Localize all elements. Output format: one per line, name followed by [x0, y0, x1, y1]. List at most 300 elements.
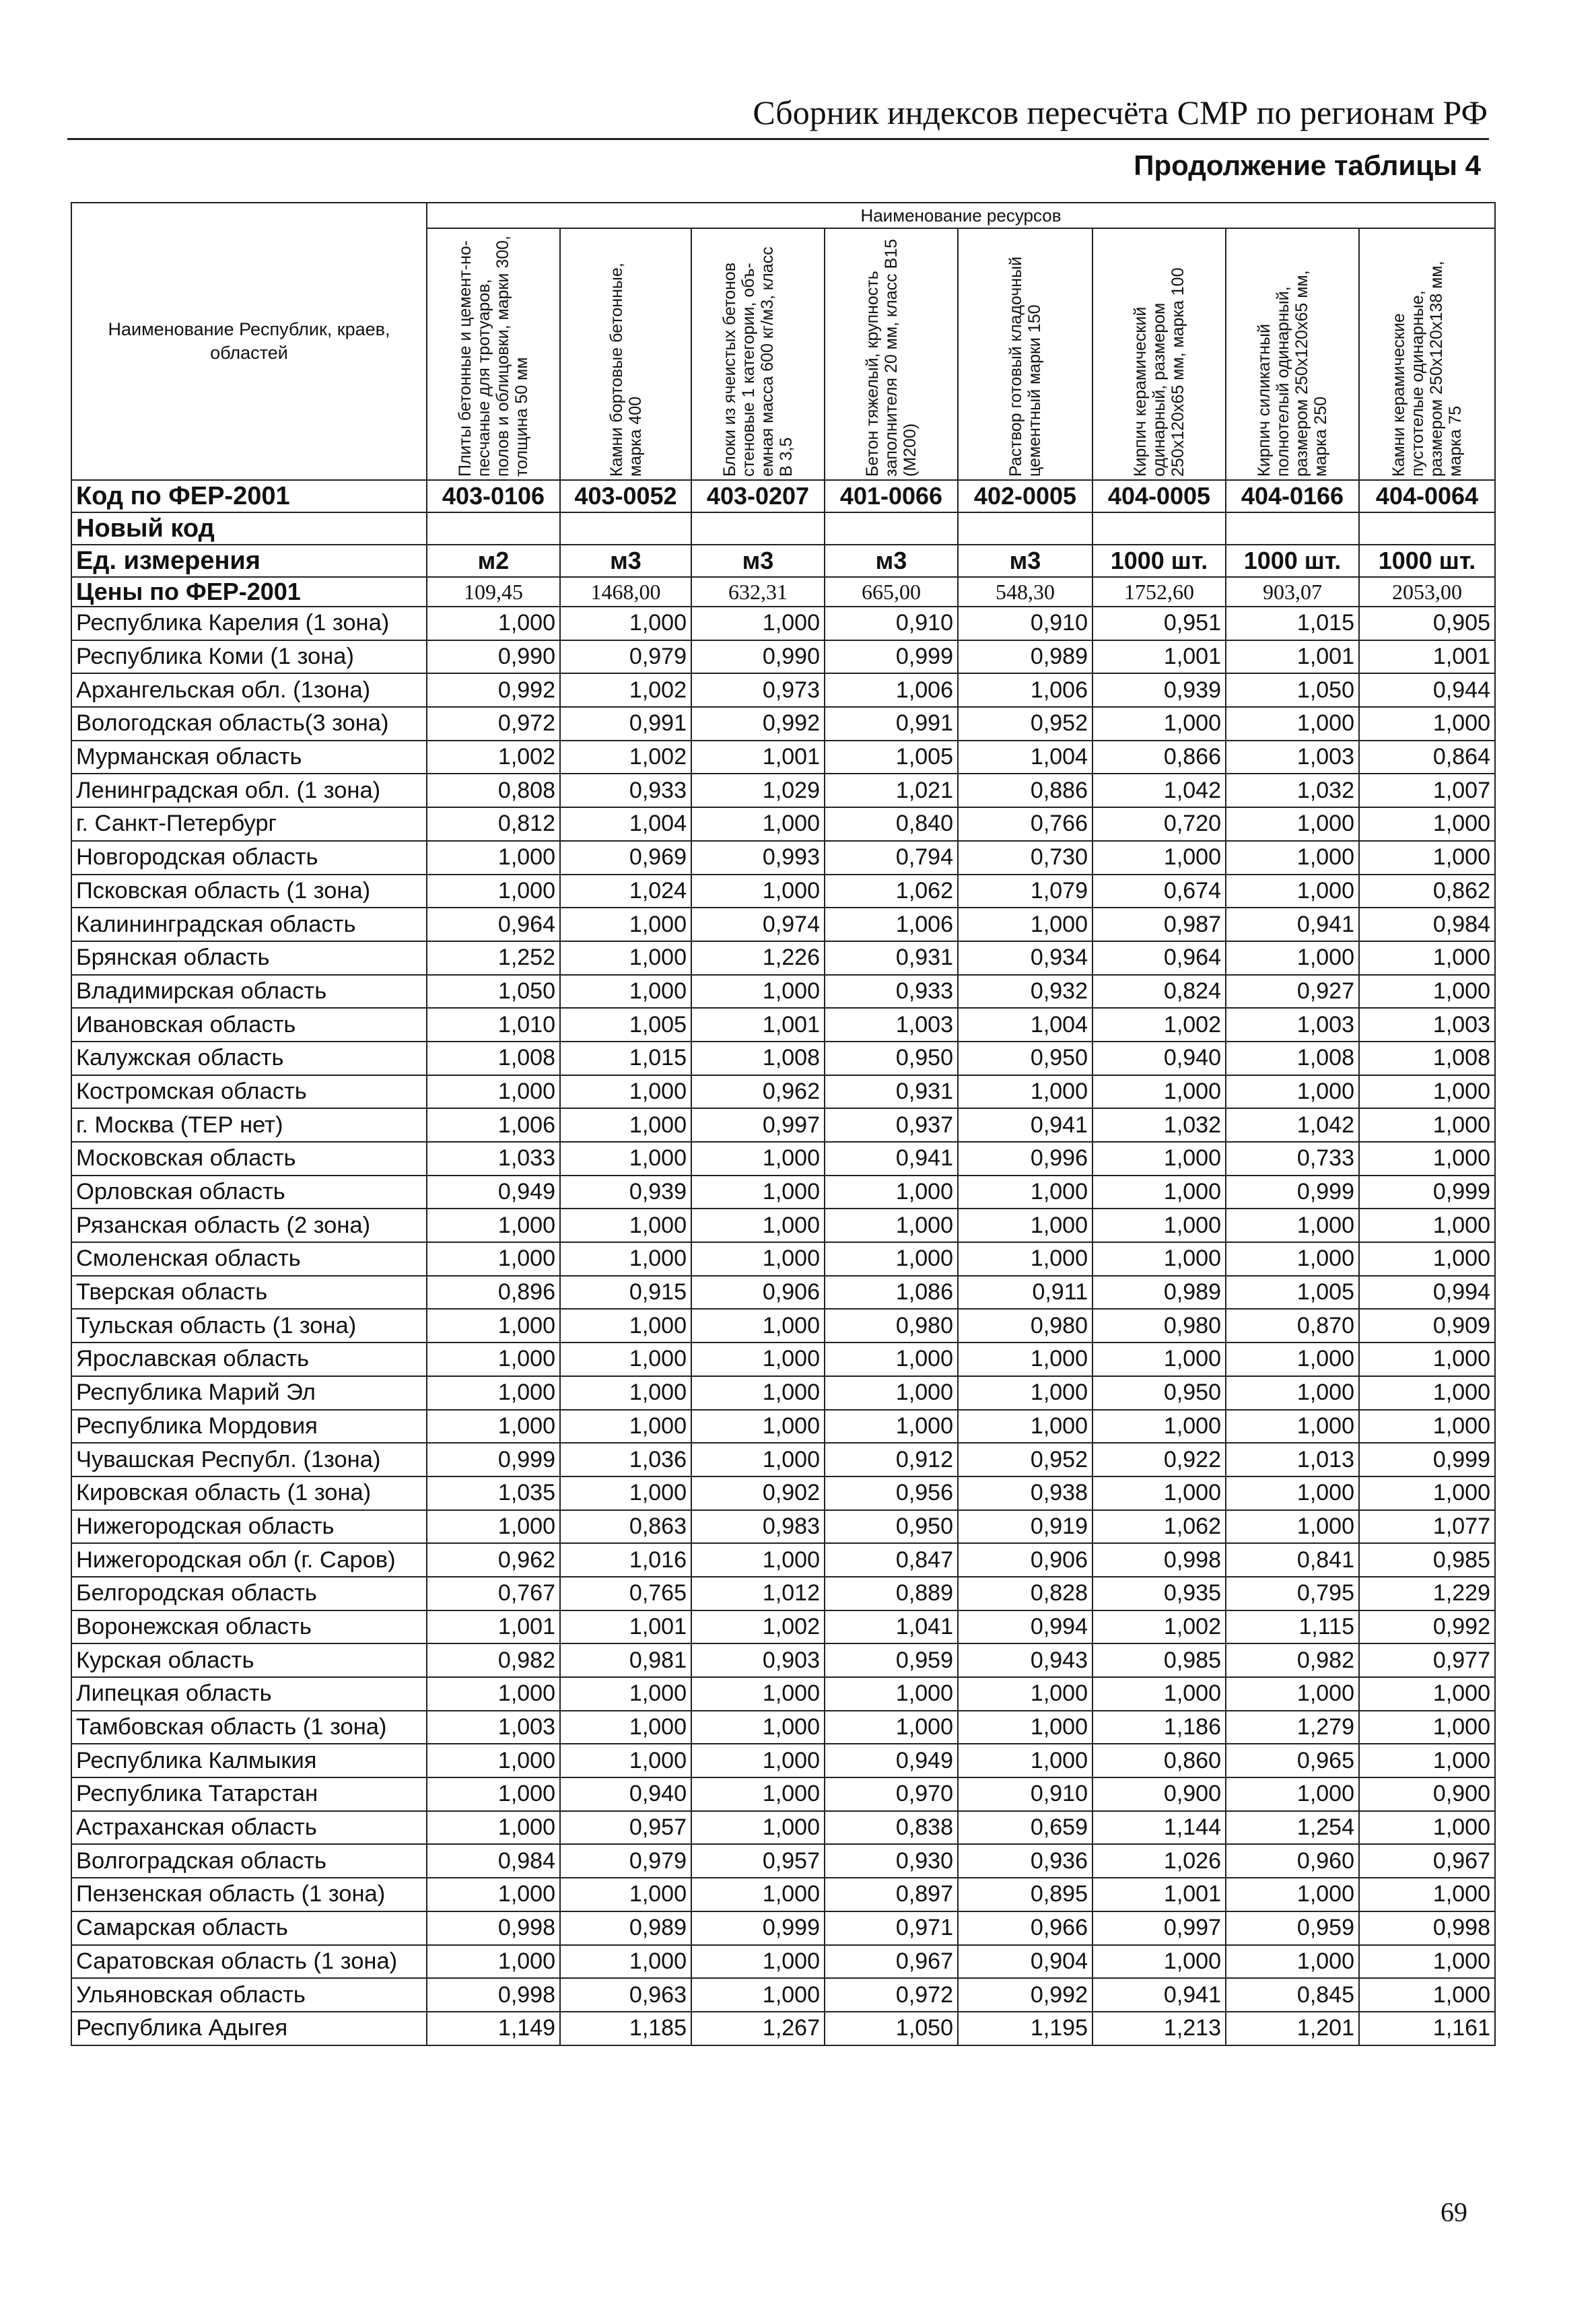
region-name: Орловская область	[71, 1176, 427, 1209]
region-name: Псковская область (1 зона)	[71, 875, 427, 908]
coefficient-cell: 0,937	[825, 1108, 958, 1142]
coefficient-cell: 1,000	[691, 1711, 825, 1744]
region-name: Ивановская область	[71, 1008, 427, 1042]
coefficient-cell: 1,000	[1226, 1075, 1359, 1109]
coefficient-cell: 1,050	[1226, 673, 1359, 707]
region-name: Кировская область (1 зона)	[71, 1476, 427, 1510]
coefficient-cell: 1,000	[560, 1108, 691, 1142]
coefficient-cell: 0,841	[1226, 1543, 1359, 1577]
coefficient-cell: 1,000	[691, 1376, 825, 1410]
coefficient-cell: 0,957	[691, 1844, 825, 1878]
coefficient-cell: 1,005	[560, 1008, 691, 1042]
coefficient-cell: 1,000	[1226, 1510, 1359, 1544]
coefficient-cell: 1,000	[1226, 941, 1359, 975]
coefficient-cell: 0,997	[691, 1108, 825, 1142]
coefficient-cell: 1,000	[1092, 1343, 1226, 1376]
coefficient-cell: 0,903	[691, 1643, 825, 1677]
unit-cell: 1000 шт.	[1359, 545, 1495, 577]
coefficient-cell: 1,032	[1092, 1108, 1226, 1142]
coefficient-cell: 0,847	[825, 1543, 958, 1577]
coefficient-cell: 1,003	[427, 1711, 560, 1744]
region-name: Республика Калмыкия	[71, 1744, 427, 1777]
coefficient-cell: 1,000	[958, 1176, 1092, 1209]
new-code-cell	[1359, 512, 1495, 545]
coefficient-cell: 1,000	[958, 1677, 1092, 1711]
unit-cell: 1000 шт.	[1092, 545, 1226, 577]
table-row	[71, 908, 1495, 941]
coefficient-cell: 0,998	[1092, 1543, 1226, 1577]
coefficient-cell: 0,973	[691, 673, 825, 707]
coefficient-cell: 1,000	[427, 1209, 560, 1242]
coefficient-cell: 1,000	[427, 1309, 560, 1343]
coefficient-cell: 0,860	[1092, 1744, 1226, 1777]
table-row	[71, 1142, 1495, 1176]
table-row	[71, 607, 1495, 640]
table-row	[71, 1844, 1495, 1878]
new-code-cell	[691, 512, 825, 545]
coefficient-cell: 1,035	[427, 1476, 560, 1510]
price-cell: 1468,00	[560, 577, 691, 607]
unit-cell: м3	[958, 545, 1092, 577]
coefficient-cell: 0,933	[560, 774, 691, 807]
coefficient-cell: 1,201	[1226, 2012, 1359, 2045]
coefficient-cell: 0,889	[825, 1577, 958, 1610]
coefficient-cell: 1,000	[560, 1476, 691, 1510]
table-row	[71, 807, 1495, 841]
table-row	[71, 1911, 1495, 1945]
coefficient-cell: 1,252	[427, 941, 560, 975]
coefficient-cell: 1,000	[1092, 1677, 1226, 1711]
resource-code: 404-0064	[1359, 480, 1495, 512]
coefficient-cell: 1,000	[1359, 1209, 1495, 1242]
coefficient-cell: 1,002	[560, 741, 691, 774]
coefficient-cell: 1,001	[560, 1610, 691, 1644]
region-name: Рязанская область (2 зона)	[71, 1209, 427, 1242]
coefficient-cell: 1,000	[1359, 1677, 1495, 1711]
coefficient-cell: 0,980	[1092, 1309, 1226, 1343]
coefficient-cell: 1,000	[1226, 875, 1359, 908]
coefficient-cell: 1,007	[1359, 774, 1495, 807]
region-name: Самарская область	[71, 1911, 427, 1945]
coefficient-cell: 0,987	[1092, 908, 1226, 941]
table-row	[71, 1543, 1495, 1577]
table-body	[71, 607, 1495, 2045]
resource-name-header	[1092, 228, 1226, 480]
coefficient-cell: 0,982	[427, 1643, 560, 1677]
coefficient-cell: 0,959	[1226, 1911, 1359, 1945]
table-row	[71, 673, 1495, 707]
coefficient-cell: 0,949	[825, 1744, 958, 1777]
coefficient-cell: 1,002	[691, 1610, 825, 1644]
coefficient-cell: 0,950	[958, 1042, 1092, 1075]
coefficient-cell: 1,000	[1092, 841, 1226, 875]
coefficient-cell: 1,000	[427, 875, 560, 908]
coefficient-cell: 1,000	[1359, 1476, 1495, 1510]
coefficient-cell: 0,910	[825, 607, 958, 640]
coefficient-cell: 1,000	[560, 607, 691, 640]
coefficient-cell: 1,005	[1226, 1276, 1359, 1310]
coefficient-cell: 1,008	[1226, 1042, 1359, 1075]
table-row	[71, 1677, 1495, 1711]
coefficient-cell: 0,981	[560, 1643, 691, 1677]
coefficient-cell: 1,000	[560, 1376, 691, 1410]
coefficient-cell: 1,000	[691, 975, 825, 1009]
coefficient-cell: 0,999	[825, 640, 958, 674]
coefficient-cell: 0,862	[1359, 875, 1495, 908]
region-name: г. Санкт-Петербург	[71, 807, 427, 841]
coefficient-cell: 1,000	[691, 1978, 825, 2012]
region-name: Мурманская область	[71, 741, 427, 774]
coefficient-cell: 1,000	[427, 841, 560, 875]
coefficient-cell: 0,931	[825, 941, 958, 975]
coefficient-cell: 1,000	[691, 1209, 825, 1242]
coefficient-cell: 1,000	[1359, 1811, 1495, 1845]
coefficient-cell: 0,972	[427, 707, 560, 741]
coefficient-cell: 1,000	[825, 1242, 958, 1276]
coefficient-cell: 0,930	[825, 1844, 958, 1878]
coefficient-cell: 0,994	[958, 1610, 1092, 1644]
coefficient-cell: 1,005	[825, 741, 958, 774]
coefficient-cell: 1,000	[560, 1677, 691, 1711]
coefficient-cell: 0,989	[958, 640, 1092, 674]
coefficient-cell: 0,980	[825, 1309, 958, 1343]
coefficient-cell: 1,000	[427, 1878, 560, 1911]
coefficient-cell: 1,000	[1359, 1142, 1495, 1176]
region-name: Республика Марий Эл	[71, 1376, 427, 1410]
region-name: Костромская область	[71, 1075, 427, 1109]
coefficient-cell: 1,000	[1226, 1878, 1359, 1911]
coefficient-cell: 1,000	[691, 1176, 825, 1209]
region-name: Липецкая область	[71, 1677, 427, 1711]
coefficient-cell: 0,900	[1092, 1777, 1226, 1811]
coefficient-cell: 1,002	[1092, 1610, 1226, 1644]
coefficient-cell: 1,001	[1359, 640, 1495, 674]
coefficient-cell: 1,000	[958, 1242, 1092, 1276]
table-row	[71, 1577, 1495, 1610]
coefficient-cell: 1,000	[825, 1711, 958, 1744]
coefficient-cell: 1,000	[1226, 1242, 1359, 1276]
table-row	[71, 1309, 1495, 1343]
coefficient-cell: 0,999	[1359, 1176, 1495, 1209]
coefficient-cell: 0,828	[958, 1577, 1092, 1610]
coefficient-cell: 1,000	[1359, 1343, 1495, 1376]
coefficient-cell: 1,000	[1359, 1075, 1495, 1109]
coefficient-cell: 0,733	[1226, 1142, 1359, 1176]
coefficient-cell: 0,998	[1359, 1911, 1495, 1945]
coefficient-cell: 1,000	[958, 1209, 1092, 1242]
region-name: Тверская область	[71, 1276, 427, 1310]
coefficient-cell: 0,959	[825, 1643, 958, 1677]
coefficient-cell: 1,254	[1226, 1811, 1359, 1845]
coefficient-cell: 0,845	[1226, 1978, 1359, 2012]
table-row	[71, 1510, 1495, 1544]
coefficient-cell: 0,931	[825, 1075, 958, 1109]
coefficient-cell: 1,000	[427, 1677, 560, 1711]
coefficient-cell: 0,904	[958, 1945, 1092, 1979]
price-cell: 2053,00	[1359, 577, 1495, 607]
coefficient-cell: 1,000	[1359, 841, 1495, 875]
coefficient-cell: 1,002	[560, 673, 691, 707]
coefficient-cell: 1,000	[427, 1744, 560, 1777]
coefficient-cell: 1,026	[1092, 1844, 1226, 1878]
region-name: Пензенская область (1 зона)	[71, 1878, 427, 1911]
coefficient-cell: 1,000	[560, 1075, 691, 1109]
coefficient-cell: 1,000	[427, 607, 560, 640]
region-name: Волгоградская область	[71, 1844, 427, 1878]
coefficient-cell: 1,015	[1226, 607, 1359, 640]
coefficient-cell: 1,000	[691, 1777, 825, 1811]
region-name: Ленинградская обл. (1 зона)	[71, 774, 427, 807]
coefficient-cell: 0,999	[427, 1443, 560, 1476]
unit-cell: м3	[691, 545, 825, 577]
resource-name: Камни керамические пустотелые одинарные, размером 250х120х138 мм, марка 75	[1389, 261, 1465, 477]
coefficient-cell: 0,767	[427, 1577, 560, 1610]
coefficient-cell: 1,000	[1226, 707, 1359, 741]
coefficient-cell: 0,900	[1359, 1777, 1495, 1811]
coefficient-cell: 0,999	[1359, 1443, 1495, 1476]
coefficient-cell: 0,957	[560, 1811, 691, 1845]
coefficient-cell: 0,997	[1092, 1911, 1226, 1945]
coefficient-cell: 0,962	[427, 1543, 560, 1577]
coefficient-cell: 0,870	[1226, 1309, 1359, 1343]
new-code-cell	[825, 512, 958, 545]
coefficient-cell: 0,994	[1359, 1276, 1495, 1310]
page-number: 69	[1441, 2197, 1467, 2227]
unit-cell: 1000 шт.	[1226, 545, 1359, 577]
coefficient-cell: 1,000	[1226, 1945, 1359, 1979]
coefficient-cell: 1,000	[1092, 1410, 1226, 1443]
coefficient-cell: 0,659	[958, 1811, 1092, 1845]
coefficient-cell: 0,838	[825, 1811, 958, 1845]
table-row	[71, 975, 1495, 1009]
coefficient-cell: 1,050	[427, 975, 560, 1009]
coefficient-cell: 0,840	[825, 807, 958, 841]
coefficient-cell: 1,000	[958, 1075, 1092, 1109]
region-name: г. Москва (ТЕР нет)	[71, 1108, 427, 1142]
resource-name-header	[825, 228, 958, 480]
region-name: Астраханская область	[71, 1811, 427, 1845]
region-name: Смоленская область	[71, 1242, 427, 1276]
resource-name-header	[958, 228, 1092, 480]
coefficient-cell: 0,991	[560, 707, 691, 741]
coefficient-cell: 0,964	[1092, 941, 1226, 975]
coefficient-cell: 1,000	[427, 1075, 560, 1109]
coefficient-cell: 0,967	[1359, 1844, 1495, 1878]
coefficient-cell: 1,062	[825, 875, 958, 908]
coefficient-cell: 1,000	[958, 1376, 1092, 1410]
coefficient-cell: 1,000	[691, 1811, 825, 1845]
resource-code: 404-0005	[1092, 480, 1226, 512]
coefficient-cell: 0,960	[1226, 1844, 1359, 1878]
coefficient-cell: 0,896	[427, 1276, 560, 1310]
coefficient-cell: 0,941	[825, 1142, 958, 1176]
coefficient-cell: 0,730	[958, 841, 1092, 875]
coefficient-cell: 1,000	[1359, 941, 1495, 975]
coefficient-cell: 1,000	[1359, 1108, 1495, 1142]
coefficient-cell: 1,008	[691, 1042, 825, 1075]
resource-code: 404-0166	[1226, 480, 1359, 512]
coefficient-cell: 1,279	[1226, 1711, 1359, 1744]
resource-name-header	[691, 228, 825, 480]
coefficient-cell: 1,000	[691, 1410, 825, 1443]
coefficient-cell: 1,000	[691, 1242, 825, 1276]
coefficient-cell: 1,000	[691, 1744, 825, 1777]
coefficient-cell: 1,000	[560, 941, 691, 975]
resource-name: Кирпич керамический одинарный, размером 250х120х65 мм, марка 100	[1131, 267, 1187, 477]
coefficient-cell: 1,000	[825, 1176, 958, 1209]
coefficient-cell: 0,982	[1226, 1643, 1359, 1677]
coefficient-cell: 1,000	[691, 1343, 825, 1376]
coefficient-cell: 0,943	[958, 1643, 1092, 1677]
coefficient-cell: 0,998	[427, 1911, 560, 1945]
coefficient-cell: 1,062	[1092, 1510, 1226, 1544]
region-name: Тамбовская область (1 зона)	[71, 1711, 427, 1744]
coefficient-cell: 0,911	[958, 1276, 1092, 1310]
coefficient-cell: 1,000	[560, 1343, 691, 1376]
coefficient-cell: 1,000	[427, 1510, 560, 1544]
price-cell: 665,00	[825, 577, 958, 607]
table-row	[71, 841, 1495, 875]
coefficient-cell: 1,000	[427, 1410, 560, 1443]
unit-cell: м3	[825, 545, 958, 577]
table-row	[71, 1945, 1495, 1979]
table-row	[71, 1075, 1495, 1109]
coefficient-cell: 1,000	[1359, 1878, 1495, 1911]
coefficient-cell: 1,000	[825, 1677, 958, 1711]
coefficient-cell: 1,000	[691, 607, 825, 640]
coefficient-cell: 1,000	[1359, 1744, 1495, 1777]
coefficient-cell: 0,998	[427, 1978, 560, 2012]
coefficient-cell: 1,001	[1226, 640, 1359, 674]
coefficient-cell: 1,008	[1359, 1042, 1495, 1075]
table-row	[71, 1108, 1495, 1142]
coefficient-cell: 1,000	[1226, 841, 1359, 875]
coefficient-cell: 0,984	[1359, 908, 1495, 941]
coefficient-cell: 0,979	[560, 1844, 691, 1878]
coefficient-cell: 1,000	[1092, 1242, 1226, 1276]
coefficient-cell: 0,990	[427, 640, 560, 674]
price-cell: 903,07	[1226, 577, 1359, 607]
region-name: Саратовская область (1 зона)	[71, 1945, 427, 1979]
coefficient-cell: 1,000	[1092, 1075, 1226, 1109]
coefficient-cell: 1,000	[560, 975, 691, 1009]
coefficient-cell: 0,979	[560, 640, 691, 674]
coefficient-cell: 1,000	[560, 1209, 691, 1242]
coefficient-cell: 0,952	[958, 1443, 1092, 1476]
coefficient-cell: 1,000	[958, 908, 1092, 941]
coefficient-cell: 1,186	[1092, 1711, 1226, 1744]
coefficient-cell: 0,940	[560, 1777, 691, 1811]
coefficient-cell: 1,000	[1226, 1410, 1359, 1443]
resource-code: 403-0207	[691, 480, 825, 512]
table-row	[71, 741, 1495, 774]
coefficient-cell: 0,922	[1092, 1443, 1226, 1476]
price-cell: 548,30	[958, 577, 1092, 607]
coefficient-cell: 1,000	[560, 1878, 691, 1911]
coefficient-cell: 0,989	[1092, 1276, 1226, 1310]
coefficient-cell: 1,000	[958, 1410, 1092, 1443]
coefficient-cell: 1,021	[825, 774, 958, 807]
coefficient-cell: 1,000	[1092, 1945, 1226, 1979]
coefficient-cell: 0,940	[1092, 1042, 1226, 1075]
coefficient-cell: 0,910	[958, 1777, 1092, 1811]
region-name: Республика Мордовия	[71, 1410, 427, 1443]
region-name: Республика Карелия (1 зона)	[71, 607, 427, 640]
coefficient-cell: 0,970	[825, 1777, 958, 1811]
coefficient-cell: 0,895	[958, 1878, 1092, 1911]
coefficient-cell: 1,000	[427, 1242, 560, 1276]
coefficient-cell: 0,984	[427, 1844, 560, 1878]
region-name: Республика Татарстан	[71, 1777, 427, 1811]
coefficient-cell: 1,000	[1359, 1376, 1495, 1410]
table-row	[71, 640, 1495, 674]
coefficient-cell: 1,024	[560, 875, 691, 908]
coefficient-cell: 1,000	[560, 1242, 691, 1276]
coefficient-cell: 1,000	[1359, 975, 1495, 1009]
price-cell: 109,45	[427, 577, 560, 607]
coefficient-cell: 0,972	[825, 1978, 958, 2012]
coefficient-cell: 1,226	[691, 941, 825, 975]
coefficient-cell: 0,906	[958, 1543, 1092, 1577]
coefficient-cell: 0,909	[1359, 1309, 1495, 1343]
coefficient-cell: 1,086	[825, 1276, 958, 1310]
coefficient-cell: 1,000	[958, 1744, 1092, 1777]
coefficient-cell: 1,000	[1092, 1209, 1226, 1242]
coefficient-cell: 1,000	[1359, 807, 1495, 841]
coefficient-cell: 1,015	[560, 1042, 691, 1075]
coefficient-cell: 0,938	[958, 1476, 1092, 1510]
unit-cell: м3	[560, 545, 691, 577]
region-name: Воронежская область	[71, 1610, 427, 1644]
coefficient-cell: 1,001	[1092, 640, 1226, 674]
new-code-cell	[427, 512, 560, 545]
table-row	[71, 1242, 1495, 1276]
coefficient-cell: 0,674	[1092, 875, 1226, 908]
coefficient-cell: 1,029	[691, 774, 825, 807]
table-row	[71, 1443, 1495, 1476]
coefficient-cell: 0,927	[1226, 975, 1359, 1009]
coefficient-cell: 0,992	[1359, 1610, 1495, 1644]
coefficient-cell: 0,989	[560, 1911, 691, 1945]
coefficient-cell: 1,267	[691, 2012, 825, 2045]
coefficient-cell: 0,795	[1226, 1577, 1359, 1610]
resource-name-header	[560, 228, 691, 480]
coefficient-cell: 1,000	[1359, 1410, 1495, 1443]
coefficient-cell: 0,906	[691, 1276, 825, 1310]
resource-name: Плиты бетонные и цемент-но-песчаные для тротуаров, полов и облицовки, марки 300, толщина 50 мм	[456, 236, 531, 477]
coefficient-cell: 0,939	[560, 1176, 691, 1209]
coefficient-cell: 1,000	[427, 1945, 560, 1979]
coefficient-cell: 1,000	[1226, 1677, 1359, 1711]
coefficient-cell: 0,963	[560, 1978, 691, 2012]
coefficient-cell: 1,000	[1359, 1711, 1495, 1744]
coefficient-cell: 0,962	[691, 1075, 825, 1109]
new-code-cell	[1226, 512, 1359, 545]
coefficients-table	[71, 202, 1496, 2046]
coefficient-cell: 0,765	[560, 1577, 691, 1610]
coefficient-cell: 1,161	[1359, 2012, 1495, 2045]
coefficient-cell: 0,967	[825, 1945, 958, 1979]
coefficient-cell: 1,041	[825, 1610, 958, 1644]
coefficient-cell: 0,812	[427, 807, 560, 841]
region-name: Ульяновская область	[71, 1978, 427, 2012]
resource-code: 403-0106	[427, 480, 560, 512]
coefficient-cell: 0,951	[1092, 607, 1226, 640]
resource-code: 401-0066	[825, 480, 958, 512]
coefficient-cell: 1,000	[691, 1543, 825, 1577]
table-row	[71, 875, 1495, 908]
table-row	[71, 774, 1495, 807]
